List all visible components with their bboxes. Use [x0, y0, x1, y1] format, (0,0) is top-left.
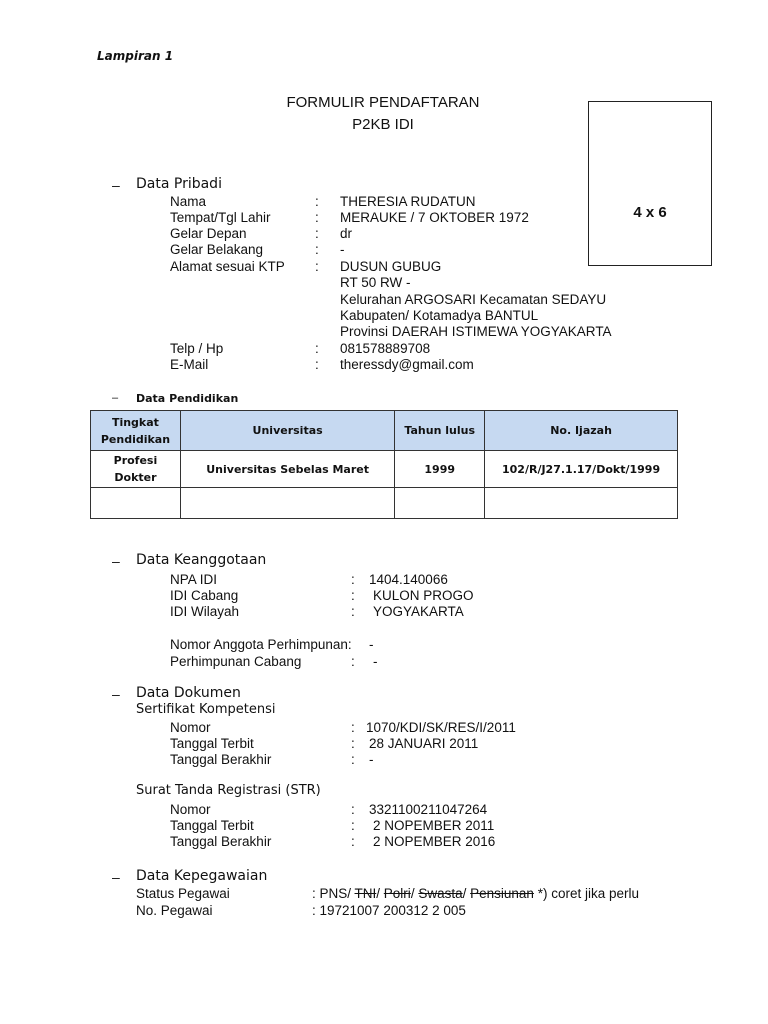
status-note: *) coret jika perlu: [533, 886, 639, 901]
column-header: Tingkat Pendidikan: [91, 411, 181, 451]
field-label: IDI Wilayah: [170, 604, 240, 619]
field-value-wilayah: YOGYAKARTA: [373, 604, 464, 619]
field-separator: :: [351, 818, 355, 833]
field-separator: :: [315, 357, 319, 372]
field-value-str-terbit: 2 NOPEMBER 2011: [373, 818, 495, 833]
field-label: Tempat/Tgl Lahir: [170, 210, 271, 225]
field-separator: :: [315, 210, 319, 225]
field-value-str-nomor: 3321100211047264: [369, 802, 488, 817]
field-separator: :: [351, 654, 355, 669]
field-value-status: : PNS/ TNI/ Polri/ Swasta/ Pensiunan *) coret jika perlu: [312, 886, 639, 901]
field-value-gelar-belakang: -: [340, 242, 345, 257]
table-cell: [180, 488, 394, 519]
field-value-alamat: DUSUN GUBUG: [340, 259, 442, 274]
field-separator: :: [351, 588, 355, 603]
table-cell: [395, 488, 485, 519]
education-table: [90, 410, 678, 519]
field-label: Tanggal Terbit: [170, 736, 254, 751]
section-heading-dokumen: Data Dokumen: [136, 685, 241, 701]
field-label: E-Mail: [170, 357, 209, 372]
column-header: Universitas: [180, 411, 394, 451]
status-option-struck: Pensiunan: [470, 886, 534, 901]
field-value-ttl: MERAUKE / 7 OKTOBER 1972: [340, 210, 529, 225]
table-cell: [91, 488, 181, 519]
field-separator: :: [315, 259, 319, 274]
section-heading-kepegawaian: Data Kepegawaian: [136, 868, 268, 884]
address-line: Kabupaten/ Kotamadya BANTUL: [340, 308, 539, 323]
section-heading-pendidikan: Data Pendidikan: [136, 392, 239, 405]
field-separator: :: [351, 834, 355, 849]
field-value-str-berakhir: 2 NOPEMBER 2016: [373, 834, 496, 849]
bullet-dash: –: [112, 553, 120, 569]
field-separator: :: [315, 341, 319, 356]
photo-box: [588, 101, 712, 266]
table-cell: 1999: [395, 451, 485, 488]
field-label: Gelar Depan: [170, 226, 247, 241]
field-label: Telp / Hp: [170, 341, 224, 356]
table-cell: Profesi Dokter: [91, 451, 181, 488]
field-label: No. Pegawai: [136, 903, 213, 918]
field-separator: :: [315, 226, 319, 241]
subsection-str: Surat Tanda Registrasi (STR): [136, 783, 321, 798]
field-label: Nomor Anggota Perhimpunan:: [170, 637, 352, 652]
attachment-label: Lampiran 1: [97, 49, 174, 63]
field-label: Tanggal Terbit: [170, 818, 254, 833]
field-separator: :: [351, 720, 355, 735]
field-value-nomor-anggota: -: [369, 637, 374, 652]
field-separator: :: [351, 604, 355, 619]
field-label: Nomor: [170, 802, 211, 817]
section-heading-pribadi: Data Pribadi: [136, 176, 222, 192]
field-separator: :: [315, 194, 319, 209]
status-option-struck: TNI: [354, 886, 377, 901]
field-value-sk-berakhir: -: [369, 752, 374, 767]
field-label: IDI Cabang: [170, 588, 239, 603]
subsection-sertifikat: Sertifikat Kompetensi: [136, 702, 276, 717]
form-title: FORMULIR PENDAFTARAN: [286, 94, 480, 111]
address-line: Provinsi DAERAH ISTIMEWA YOGYAKARTA: [340, 324, 612, 339]
field-value-nama: THERESIA RUDATUN: [340, 194, 476, 209]
bullet-dash: –: [112, 686, 120, 702]
field-value-sk-terbit: 28 JANUARI 2011: [369, 736, 479, 751]
field-separator: :: [351, 752, 355, 767]
bullet-dash: –: [112, 392, 119, 404]
field-value-cabang: KULON PROGO: [373, 588, 474, 603]
form-subtitle: P2KB IDI: [352, 116, 414, 133]
status-option-struck: Polri: [383, 886, 411, 901]
bullet-dash: –: [112, 869, 120, 885]
address-line: RT 50 RW -: [340, 275, 411, 290]
field-label: Nama: [170, 194, 207, 209]
field-label: Nomor: [170, 720, 211, 735]
field-value-perhimpunan-cabang: -: [373, 654, 378, 669]
field-label: Tanggal Berakhir: [170, 834, 272, 849]
section-heading-keanggotaan: Data Keanggotaan: [136, 552, 267, 568]
table-cell: 102/R/J27.1.17/Dokt/1999: [485, 451, 678, 488]
field-value-sk-nomor: 1070/KDI/SK/RES/I/2011: [366, 720, 516, 735]
field-label: Perhimpunan Cabang: [170, 654, 302, 669]
column-header: No. Ijazah: [485, 411, 678, 451]
field-label: NPA IDI: [170, 572, 218, 587]
table-cell: Universitas Sebelas Maret: [180, 451, 394, 488]
status-option-struck: Swasta: [418, 886, 463, 901]
field-separator: :: [315, 242, 319, 257]
field-label: Tanggal Berakhir: [170, 752, 272, 767]
field-separator: :: [351, 572, 355, 587]
bullet-dash: –: [112, 177, 120, 193]
field-value-telp: 081578889708: [340, 341, 431, 356]
field-value-email: theressdy@gmail.com: [340, 357, 474, 372]
table-row: [91, 451, 678, 488]
field-value-gelar-depan: dr: [340, 226, 353, 241]
field-value-npa: 1404.140066: [369, 572, 448, 587]
field-separator: :: [351, 802, 355, 817]
field-label: Status Pegawai: [136, 886, 230, 901]
photo-size-label: 4 x 6: [633, 204, 667, 221]
table-header-row: [91, 411, 678, 451]
field-value-nomor-pegawai: : 19721007 200312 2 005: [312, 903, 466, 918]
table-cell: [485, 488, 678, 519]
address-line: Kelurahan ARGOSARI Kecamatan SEDAYU: [340, 292, 607, 307]
table-row: [91, 488, 678, 519]
field-label: Gelar Belakang: [170, 242, 264, 257]
field-separator: :: [351, 736, 355, 751]
status-prefix: : PNS/: [312, 886, 355, 901]
column-header: Tahun lulus: [395, 411, 485, 451]
field-label: Alamat sesuai KTP: [170, 259, 285, 274]
